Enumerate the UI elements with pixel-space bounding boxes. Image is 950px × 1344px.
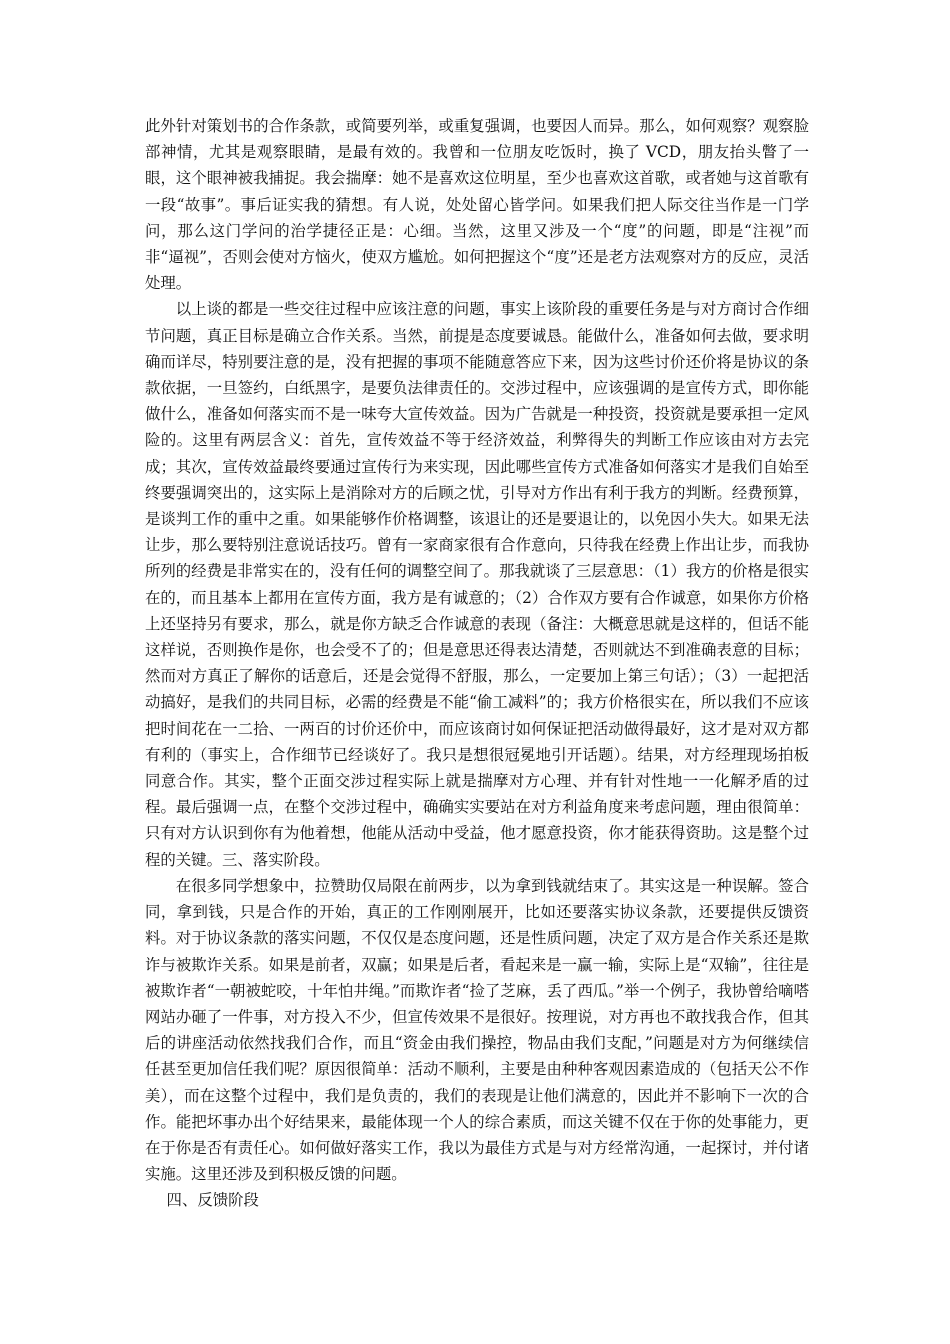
document-page [145, 113, 809, 1214]
paragraph-observation: 此外针对策划书的合作条款，或简要列举，或重复强调，也要因人而异。那么，如何观察？观察脸部神情，尤其是观察眼睛，是最有效的。我曾和一位朋友吃饭时，换了 VCD，朋友抬头瞥了一眼，这个眼神被我捕捉。我会揣摩：她不是喜欢这位明星，至少也喜欢这首歌，或者她与这首歌有一段“故事”。事后证实我的猜想。有人说，处处留心皆学问。如果我们把人际交往当作是一门学问，那么这门学问的治学捷径正是：心细。当然，这里又涉及一个“度”的问题，即是“注视”而非“逼视”，否则会使对方恼火，使双方尴尬。如何把握这个“度”还是老方法观察对方的反应，灵活处理。 [145, 117, 809, 293]
section-heading-feedback: 四、反馈阶段 [166, 1191, 259, 1210]
paragraph-negotiation: 以上谈的都是一些交往过程中应该注意的问题，事实上该阶段的重要任务是与对方商讨合作细节问题，真正目标是确立合作关系。当然，前提是态度要诚恳。能做什么，准备如何去做，要求明确而详尽，特别要注意的是，没有把握的事项不能随意答应下来，因为这些讨价还价将是协议的条款依据，一旦签约，白纸黑字，是要负法律责任的。交涉过程中，应该强调的是宣传方式，即你能做什么，准备如何落实而不是一味夸大宣传效益。因为广告就是一种投资，投资就是要承担一定风险的。这里有两层含义：首先，宣传效益不等于经济效益，利弊得失的判断工作应该由对方去完成；其次，宣传效益最终要通过宣传行为来实现，因此哪些宣传方式准备如何落实才是我们自始至终要强调突出的，这实际上是消除对方的后顾之忧，引导对方作出有利于我方的判断。经费预算，是谈判工作的重中之重。如果能够作价格调整，该退让的还是要退让的，以免因小失大。如果无法让步，那么要特别注意说话技巧。曾有一家商家很有合作意向，只待我在经费上作出让步，而我协所列的经费是非常实在的，没有任何的调整空间了。那我就谈了三层意思：（1）我方的价格是很实在的，而且基本上都用在宣传方面，我方是有诚意的；（2）合作双方要有合作诚意，如果你方价格上还坚持另有要求，那么，就是你方缺乏合作诚意的表现（备注：大概意思就是这样的，但话不能这样说，否则换作是你，也会受不了的；但是意思还得表达清楚，否则就达不到准确表意的目标；然而对方真正了解你的话意后，还是会觉得不舒服，那么，一定要加上第三句话）；（3）一起把活动搞好，是我们的共同目标，必需的经费是不能“偷工减料”的；我方价格很实在，所以我们不应该把时间花在一二拾、一两百的讨价还价中，而应该商讨如何保证把活动做得最好，这才是对双方都有利的（事实上，合作细节已经谈好了。我只是想很冠冕地引开话题）。结果，对方经理现场拍板同意合作。其实，整个正面交涉过程实际上就是揣摩对方心理、并有针对性地一一化解矛盾的过程。最后强调一点，在整个交涉过程中，确确实实要站在对方利益角度来考虑问题，理由很简单：只有对方认识到你有为他着想，他能从活动中受益，他才愿意投资，你才能获得资助。这是整个过程的关键。三、落实阶段。 [145, 300, 809, 869]
paragraph-implementation: 在很多同学想象中，拉赞助仅局限在前两步，以为拿到钱就结束了。其实这是一种误解。签合同，拿到钱，只是合作的开始，真正的工作刚刚展开，比如还要落实协议条款，还要提供反馈资料。对于协议条款的落实问题，不仅仅是态度问题，还是性质问题，决定了双方是合作关系还是欺诈与被欺诈关系。如果是前者，双赢；如果是后者，看起来是一赢一输，实际上是“双输”，往往是被欺诈者“一朝被蛇咬，十年怕井绳。”而欺诈者“捡了芝麻，丢了西瓜。”举一个例子，我协曾给嘀嗒网站办砸了一件事，对方投入不少，但宣传效果不是很好。按理说，对方再也不敢找我合作，但其后的讲座活动依然找我们合作，而且“资金由我们操控，物品由我们支配，”问题是对方为何继续信任甚至更加信任我们呢？原因很简单：活动不顺利，主要是由种种客观因素造成的（包括天公不作美），而在这整个过程中，我们是负责的，我们的表现是让他们满意的，因此并不影响下一次的合作。能把坏事办出个好结果来，最能体现一个人的综合素质，而这关键不仅在于你的处事能力，更在于你是否有责任心。如何做好落实工作，我以为最佳方式是与对方经常沟通，一起探讨，并付诸实施。这里还涉及到积极反馈的问题。 [145, 876, 809, 1184]
